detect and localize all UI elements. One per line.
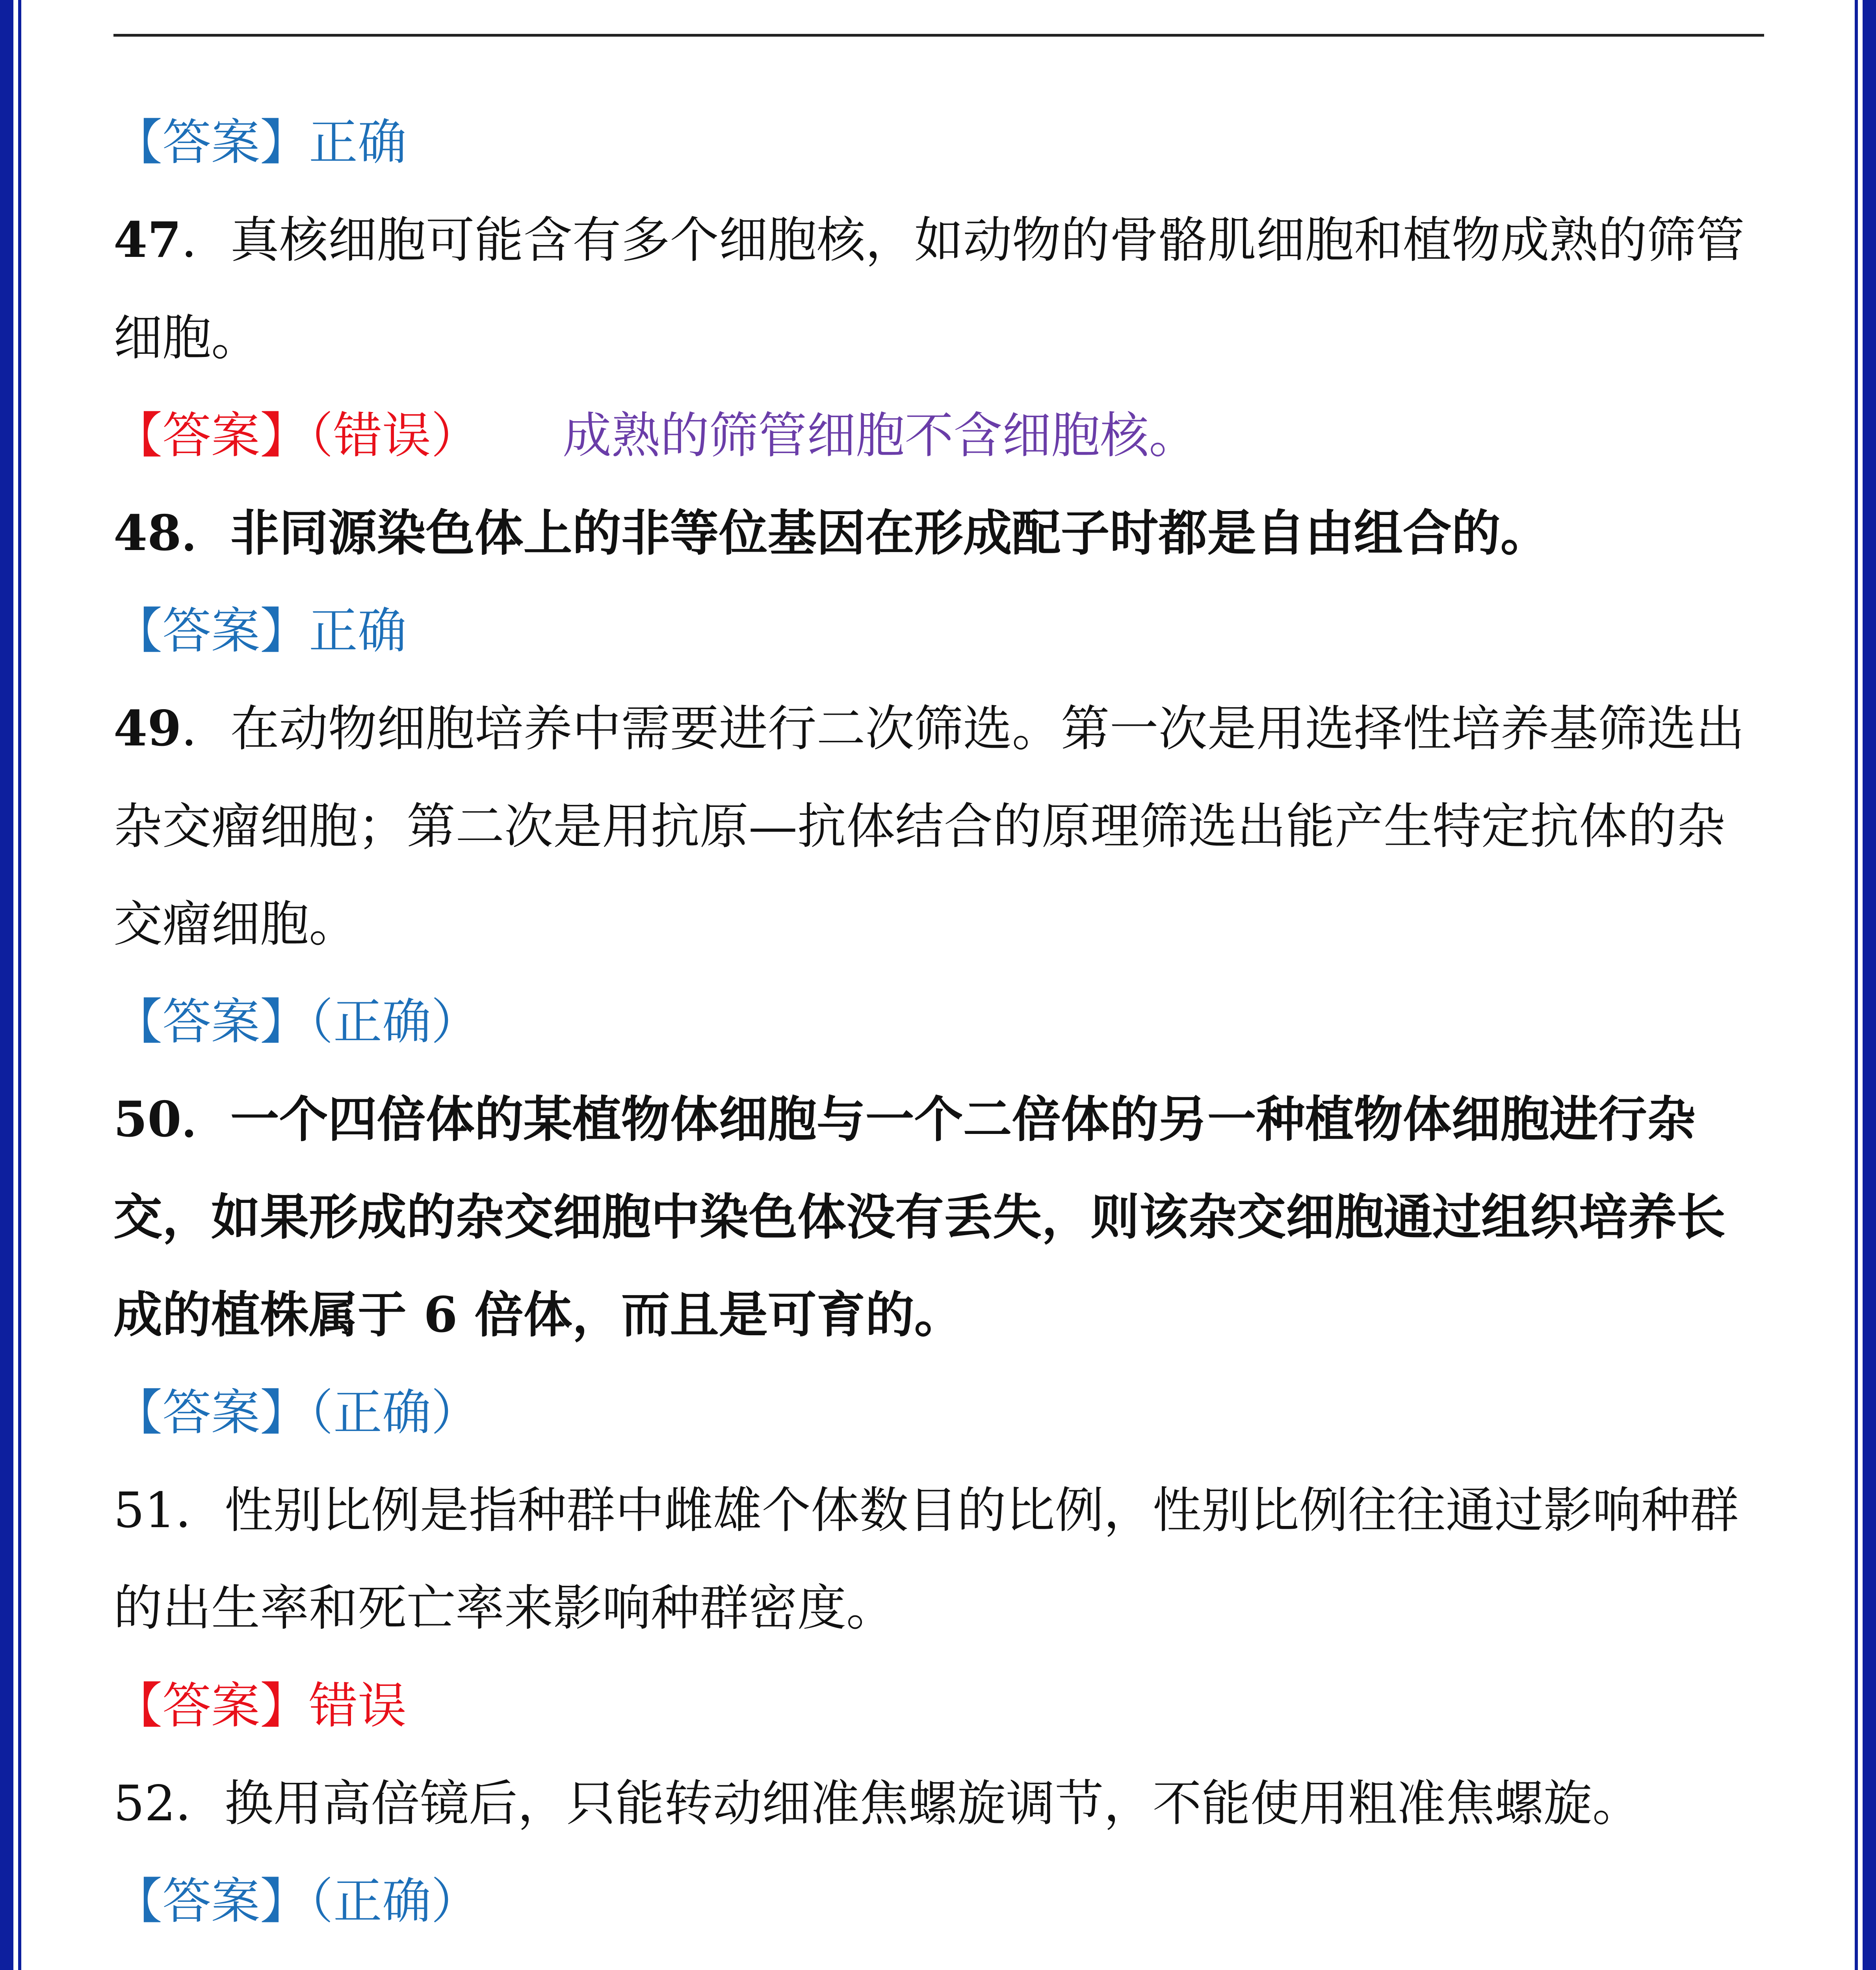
question-text: ．换用高倍镜后，只能转动细准焦螺旋调节，不能使用粗准焦螺旋。 <box>175 1775 1641 1832</box>
question-number: 51 <box>113 1482 176 1539</box>
answer-label: 答案 <box>162 1873 260 1930</box>
question-text: ．在动物细胞培养中需要进行二次筛选。第一次是用选择性培养基筛选出 <box>181 701 1745 757</box>
answer-result: （正确） <box>309 1873 480 1930</box>
answer-46 <box>113 114 407 171</box>
answer-bracket-open: 【 <box>113 114 163 171</box>
question-number: 49 <box>113 700 182 757</box>
page-border-right-inner <box>1855 0 1858 1970</box>
question-number: 52 <box>113 1775 176 1832</box>
answer-49 <box>113 994 480 1050</box>
answer-51 <box>113 1678 407 1734</box>
question-text: ．性别比例是指种群中雌雄个体数目的比例，性别比例往往通过影响种群 <box>175 1482 1739 1539</box>
answer-bracket-open: 【 <box>113 1385 163 1441</box>
answer-note: 成熟的筛管细胞不含细胞核。 <box>563 407 1198 464</box>
question-52 <box>113 1775 1641 1832</box>
answer-bracket-open: 【 <box>113 603 163 660</box>
question-number: 47 <box>113 212 182 269</box>
answer-result: 正确 <box>309 114 407 171</box>
question-number: 48 <box>113 505 182 562</box>
question-text: ．真核细胞可能含有多个细胞核，如动物的骨骼肌细胞和植物成熟的筛管 <box>181 212 1745 269</box>
question-51-line-2: 的出生率和死亡率来影响种群密度。 <box>113 1580 895 1637</box>
question-text: ．一个四倍体的某植物体细胞与一个二倍体的另一种植物体细胞进行杂 <box>181 1091 1696 1148</box>
page-border-left <box>0 0 13 1970</box>
question-47-line-1 <box>113 212 1766 269</box>
answer-label: 答案 <box>162 114 260 171</box>
answer-bracket-close: 】 <box>260 407 309 464</box>
answer-result: 正确 <box>309 603 407 660</box>
answer-result: （错误） <box>309 407 480 464</box>
answer-bracket-open: 【 <box>113 994 163 1050</box>
answer-label: 答案 <box>162 1385 260 1441</box>
answer-bracket-open: 【 <box>113 1678 163 1734</box>
answer-bracket-open: 【 <box>113 407 163 464</box>
header-rule <box>113 34 1764 37</box>
page-border-left-inner <box>18 0 21 1970</box>
question-47-line-2: 细胞。 <box>113 310 260 366</box>
answer-bracket-close: 】 <box>260 114 309 171</box>
answer-label: 答案 <box>162 994 260 1050</box>
answer-bracket-close: 】 <box>260 1678 309 1734</box>
question-49-line-2: 杂交瘤细胞；第二次是用抗原—抗体结合的原理筛选出能产生特定抗体的杂 <box>113 798 1726 855</box>
question-51-line-1 <box>113 1482 1739 1539</box>
answer-bracket-open: 【 <box>113 1873 163 1930</box>
answer-52 <box>113 1873 480 1930</box>
question-number: 50 <box>113 1091 182 1148</box>
answer-label: 答案 <box>162 603 260 660</box>
answer-result: 错误 <box>309 1678 407 1734</box>
question-49-line-3: 交瘤细胞。 <box>113 896 358 953</box>
answer-bracket-close: 】 <box>260 1385 309 1441</box>
answer-result: （正确） <box>309 1385 480 1441</box>
answer-50 <box>113 1385 480 1441</box>
answer-47 <box>113 407 1198 464</box>
answer-result: （正确） <box>309 994 480 1050</box>
question-50-line-3: 成的植株属于 6 倍体，而且是可育的。 <box>113 1286 963 1344</box>
question-48 <box>113 505 1549 562</box>
question-text: ．非同源染色体上的非等位基因在形成配子时都是自由组合的。 <box>181 505 1549 562</box>
answer-label: 答案 <box>162 407 260 464</box>
answer-bracket-close: 】 <box>260 994 309 1050</box>
answer-48 <box>113 603 407 660</box>
answer-bracket-close: 】 <box>260 1873 309 1930</box>
answer-label: 答案 <box>162 1678 260 1734</box>
page-border-right <box>1863 0 1876 1970</box>
question-50-line-2: 交，如果形成的杂交细胞中染色体没有丢失，则该杂交细胞通过组织培养长 <box>113 1189 1726 1246</box>
answer-bracket-close: 】 <box>260 603 309 660</box>
question-49-line-1 <box>113 700 1766 757</box>
question-50-line-1 <box>113 1091 1696 1148</box>
